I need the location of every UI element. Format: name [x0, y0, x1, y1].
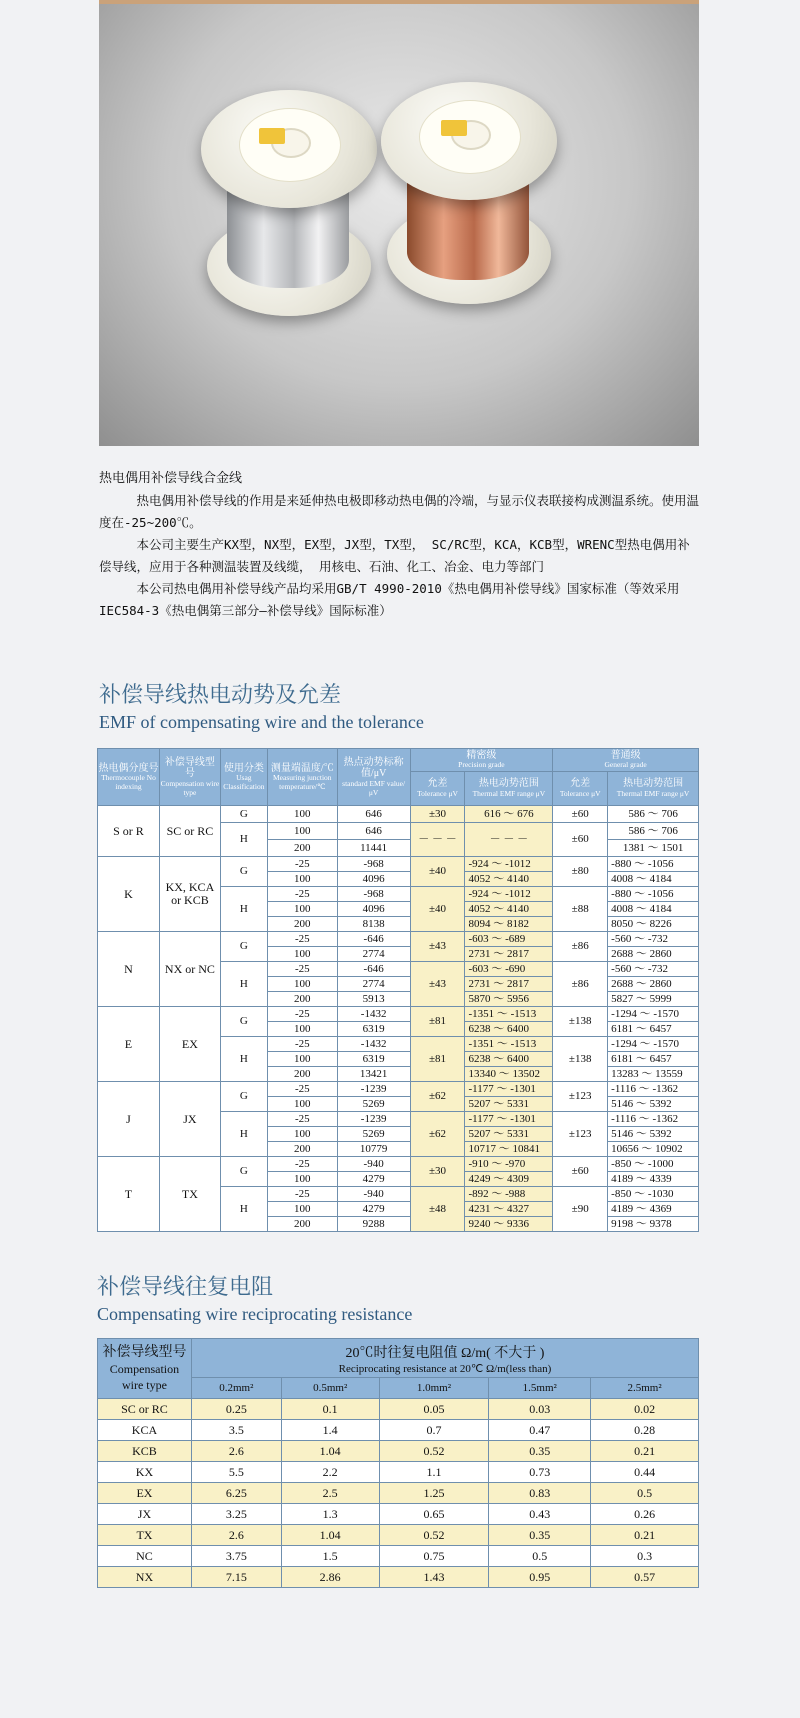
header-res-wire-type-en: Compensation wire type — [109, 1361, 180, 1392]
emf-cell: 4279 — [337, 1202, 410, 1217]
photo-top-border — [99, 0, 699, 4]
emf-cell: -968 — [337, 887, 410, 902]
precision-range-cell: 4231 ～ 4327 — [465, 1202, 553, 1217]
general-range-cell: 5827 ～ 5999 — [608, 992, 699, 1007]
wire-type-cell: KCA — [98, 1420, 192, 1441]
resistance-value-cell: 0.26 — [591, 1504, 699, 1525]
usage-cell: G — [220, 806, 267, 823]
precision-range-cell: 5207 ～ 5331 — [465, 1097, 553, 1112]
precision-range-cell: 6238 ～ 6400 — [465, 1052, 553, 1067]
emf-cell: -1432 — [337, 1007, 410, 1022]
resistance-value-cell: 0.57 — [591, 1567, 699, 1588]
copper-wire-spool — [379, 92, 559, 322]
precision-range-cell: 4249 ～ 4309 — [465, 1172, 553, 1187]
usage-cell: G — [220, 932, 267, 962]
precision-tolerance-cell: ±43 — [410, 962, 465, 1007]
wire-type-cell: NX — [98, 1567, 192, 1588]
emf-cell: 9288 — [337, 1217, 410, 1232]
intro-section — [99, 468, 699, 622]
thermocouple-cell: J — [98, 1082, 160, 1157]
general-tolerance-cell: ±80 — [553, 857, 608, 887]
thermocouple-cell: E — [98, 1007, 160, 1082]
resistance-value-cell: 0.28 — [591, 1420, 699, 1441]
header-size-2: 1.0mm² — [379, 1378, 489, 1399]
precision-tolerance-cell: ±81 — [410, 1037, 465, 1082]
resistance-value-cell: 3.75 — [191, 1546, 281, 1567]
emf-cell: 4096 — [337, 872, 410, 887]
emf-cell: 6319 — [337, 1022, 410, 1037]
general-tolerance-cell: ±123 — [553, 1082, 608, 1112]
resistance-value-cell: 2.6 — [191, 1441, 281, 1462]
precision-range-cell: -924 ～ -1012 — [465, 857, 553, 872]
precision-range-cell: 10717 ～ 10841 — [465, 1142, 553, 1157]
precision-range-cell: － － － — [465, 823, 553, 857]
resistance-value-cell: 2.86 — [281, 1567, 379, 1588]
precision-tolerance-cell: ±30 — [410, 806, 465, 823]
precision-range-cell: 616 ～ 676 — [465, 806, 553, 823]
emf-cell: 8138 — [337, 917, 410, 932]
header-wire-type: 补偿导线型号 Compensation wire type — [159, 749, 220, 806]
temp-cell: 100 — [267, 902, 337, 917]
usage-cell: G — [220, 857, 267, 887]
product-photo — [99, 0, 699, 446]
temp-cell: 100 — [267, 806, 337, 823]
precision-tolerance-cell: ±48 — [410, 1187, 465, 1232]
table-row — [98, 1462, 699, 1483]
general-range-cell: 5146 ～ 5392 — [608, 1127, 699, 1142]
resistance-value-cell: 2.5 — [281, 1483, 379, 1504]
general-range-cell: -880 ～ -1056 — [608, 857, 699, 872]
resistance-value-cell: 0.21 — [591, 1441, 699, 1462]
resistance-value-cell: 2.6 — [191, 1525, 281, 1546]
emf-cell: -1239 — [337, 1112, 410, 1127]
resistance-value-cell: 0.02 — [591, 1399, 699, 1420]
resistance-value-cell: 0.73 — [489, 1462, 591, 1483]
header-size-3: 1.5mm² — [489, 1378, 591, 1399]
header-res-wire-type-cn: 补偿导线型号 — [102, 1344, 187, 1360]
emf-cell: 4096 — [337, 902, 410, 917]
wire-type-cell: NC — [98, 1546, 192, 1567]
table-row — [98, 1007, 699, 1022]
emf-cell: 11441 — [337, 840, 410, 857]
thermocouple-cell: K — [98, 857, 160, 932]
precision-range-cell: -1177 ～ -1301 — [465, 1082, 553, 1097]
resistance-value-cell: 0.21 — [591, 1525, 699, 1546]
table-row — [98, 1420, 699, 1441]
general-tolerance-cell: ±60 — [553, 1157, 608, 1187]
resistance-value-cell: 0.43 — [489, 1504, 591, 1525]
usage-cell: H — [220, 887, 267, 932]
general-range-cell: 1381 ～ 1501 — [608, 840, 699, 857]
intro-paragraph-1: 热电偶用补偿导线的作用是来延伸热电极即移动热电偶的冷端，与显示仪表联接构成测温系统。使用温度在-25~200℃。 — [99, 493, 700, 530]
general-tolerance-cell: ±138 — [553, 1007, 608, 1037]
general-range-cell: 6181 ～ 6457 — [608, 1022, 699, 1037]
emf-cell: -1432 — [337, 1037, 410, 1052]
emf-cell: -646 — [337, 932, 410, 947]
resistance-value-cell: 2.2 — [281, 1462, 379, 1483]
precision-range-cell: -1177 ～ -1301 — [465, 1112, 553, 1127]
resistance-value-cell: 6.25 — [191, 1483, 281, 1504]
emf-title-en: EMF of compensating wire and the tolerance — [99, 712, 424, 732]
emf-cell: 10779 — [337, 1142, 410, 1157]
header-res-value-en: Reciprocating resistance at 20℃ Ω/m(less than) — [338, 1362, 552, 1375]
header-general-range: 热电动势范围 Thermal EMF range μV — [608, 772, 699, 806]
precision-range-cell: -603 ～ -690 — [465, 962, 553, 977]
general-range-cell: 9198 ～ 9378 — [608, 1217, 699, 1232]
header-precision-grade: 精密级 Precision grade — [410, 749, 553, 772]
intro-paragraph-2: 本公司主要生产KX型，NX型，EX型，JX型，TX型， SC/RC型，KCA，KCB型，WRENC型热电偶用补偿导线，应用于各种测温装置及线缆， 用核电、石油、化工、冶金、电力等部门 — [99, 537, 690, 574]
temp-cell: -25 — [267, 1037, 337, 1052]
resistance-value-cell: 0.75 — [379, 1546, 489, 1567]
emf-cell: 5269 — [337, 1097, 410, 1112]
temp-cell: 200 — [267, 1067, 337, 1082]
resistance-value-cell: 0.5 — [489, 1546, 591, 1567]
general-tolerance-cell: ±123 — [553, 1112, 608, 1157]
resistance-value-cell: 0.3 — [591, 1546, 699, 1567]
table-row — [98, 1483, 699, 1504]
wire-type-cell: KX — [98, 1462, 192, 1483]
precision-range-cell: 5870 ～ 5956 — [465, 992, 553, 1007]
header-size-4: 2.5mm² — [591, 1378, 699, 1399]
temp-cell: 100 — [267, 1172, 337, 1187]
emf-cell: 4279 — [337, 1172, 410, 1187]
general-range-cell: -850 ～ -1000 — [608, 1157, 699, 1172]
emf-cell: 2774 — [337, 977, 410, 992]
resistance-value-cell: 5.5 — [191, 1462, 281, 1483]
temp-cell: 200 — [267, 1142, 337, 1157]
general-tolerance-cell: ±60 — [553, 823, 608, 857]
precision-range-cell: 13340 ～ 13502 — [465, 1067, 553, 1082]
temp-cell: 100 — [267, 1127, 337, 1142]
emf-cell: 646 — [337, 806, 410, 823]
temp-cell: 100 — [267, 977, 337, 992]
precision-tolerance-cell: ±30 — [410, 1157, 465, 1187]
general-range-cell: -1294 ～ -1570 — [608, 1007, 699, 1022]
precision-tolerance-cell: ±62 — [410, 1112, 465, 1157]
general-range-cell: 8050 ～ 8226 — [608, 917, 699, 932]
precision-range-cell: -910 ～ -970 — [465, 1157, 553, 1172]
general-range-cell: -560 ～ -732 — [608, 962, 699, 977]
precision-tolerance-cell: ±62 — [410, 1082, 465, 1112]
temp-cell: -25 — [267, 1007, 337, 1022]
general-range-cell: -1116 ～ -1362 — [608, 1112, 699, 1127]
temp-cell: -25 — [267, 932, 337, 947]
wire-type-cell: TX — [159, 1157, 220, 1232]
header-size-1: 0.5mm² — [281, 1378, 379, 1399]
resistance-value-cell: 0.52 — [379, 1525, 489, 1546]
resistance-value-cell: 1.5 — [281, 1546, 379, 1567]
resistance-value-cell: 7.15 — [191, 1567, 281, 1588]
precision-range-cell: -603 ～ -689 — [465, 932, 553, 947]
general-range-cell: 13283 ～ 13559 — [608, 1067, 699, 1082]
silver-wire-spool — [199, 98, 379, 328]
resistance-value-cell: 0.25 — [191, 1399, 281, 1420]
emf-cell: -940 — [337, 1187, 410, 1202]
temp-cell: 200 — [267, 917, 337, 932]
table-row — [98, 1504, 699, 1525]
resistance-value-cell: 0.95 — [489, 1567, 591, 1588]
precision-tolerance-cell: ±43 — [410, 932, 465, 962]
usage-cell: H — [220, 1112, 267, 1157]
resistance-value-cell: 0.7 — [379, 1420, 489, 1441]
resistance-value-cell: 3.5 — [191, 1420, 281, 1441]
temp-cell: 200 — [267, 840, 337, 857]
general-range-cell: 6181 ～ 6457 — [608, 1052, 699, 1067]
wire-type-cell: SC or RC — [159, 806, 220, 857]
table-row — [98, 1546, 699, 1567]
header-usage: 使用分类 Usag Classification — [220, 749, 267, 806]
thermocouple-cell: T — [98, 1157, 160, 1232]
wire-type-cell: KX, KCA or KCB — [159, 857, 220, 932]
temp-cell: 100 — [267, 1022, 337, 1037]
table-row — [98, 806, 699, 823]
general-tolerance-cell: ±138 — [553, 1037, 608, 1082]
resistance-value-cell: 0.5 — [591, 1483, 699, 1504]
usage-cell: H — [220, 823, 267, 857]
general-range-cell: -560 ～ -732 — [608, 932, 699, 947]
wire-type-cell: EX — [98, 1483, 192, 1504]
header-size-0: 0.2mm² — [191, 1378, 281, 1399]
header-res-value — [191, 1339, 698, 1378]
resistance-value-cell: 1.04 — [281, 1525, 379, 1546]
table-row — [98, 932, 699, 947]
temp-cell: 100 — [267, 947, 337, 962]
general-range-cell: 5146 ～ 5392 — [608, 1097, 699, 1112]
general-range-cell: -1294 ～ -1570 — [608, 1037, 699, 1052]
resistance-value-cell: 1.25 — [379, 1483, 489, 1504]
usage-cell: G — [220, 1157, 267, 1187]
precision-range-cell: 4052 ～ 4140 — [465, 872, 553, 887]
precision-tolerance-cell: ±40 — [410, 887, 465, 932]
resistance-value-cell: 1.43 — [379, 1567, 489, 1588]
temp-cell: -25 — [267, 962, 337, 977]
usage-cell: H — [220, 1037, 267, 1082]
precision-range-cell: 6238 ～ 6400 — [465, 1022, 553, 1037]
resistance-value-cell: 0.83 — [489, 1483, 591, 1504]
usage-cell: H — [220, 962, 267, 1007]
table-row — [98, 1082, 699, 1097]
intro-title: 热电偶用补偿导线合金线 — [99, 471, 243, 486]
resistance-value-cell: 0.35 — [489, 1441, 591, 1462]
general-tolerance-cell: ±86 — [553, 962, 608, 1007]
resistance-title-cn: 补偿导线往复电阻 — [97, 1275, 274, 1300]
usage-cell: G — [220, 1082, 267, 1112]
precision-range-cell: -1351 ～ -1513 — [465, 1037, 553, 1052]
wire-type-cell: JX — [98, 1504, 192, 1525]
emf-cell: 13421 — [337, 1067, 410, 1082]
precision-range-cell: -892 ～ -988 — [465, 1187, 553, 1202]
precision-range-cell: 8094 ～ 8182 — [465, 917, 553, 932]
temp-cell: -25 — [267, 857, 337, 872]
temp-cell: 200 — [267, 992, 337, 1007]
resistance-title-en: Compensating wire reciprocating resistance — [97, 1304, 413, 1324]
resistance-value-cell: 3.25 — [191, 1504, 281, 1525]
general-range-cell: 4008 ～ 4184 — [608, 902, 699, 917]
precision-range-cell: 2731 ～ 2817 — [465, 947, 553, 962]
resistance-value-cell: 0.35 — [489, 1525, 591, 1546]
table-row — [98, 1525, 699, 1546]
header-temperature: 测量端温度/℃ Measuring junction temperature/℃ — [267, 749, 337, 806]
header-standard-emf: 热点动势标称值/μV standard EMF value/μV — [337, 749, 410, 806]
emf-title-cn: 补偿导线热电动势及允差 — [99, 683, 342, 708]
table-row — [98, 1399, 699, 1420]
table-row — [98, 1441, 699, 1462]
temp-cell: 100 — [267, 1097, 337, 1112]
general-range-cell: 586 ～ 706 — [608, 806, 699, 823]
general-tolerance-cell: ±60 — [553, 806, 608, 823]
general-range-cell: 10656 ～ 10902 — [608, 1142, 699, 1157]
resistance-value-cell: 0.47 — [489, 1420, 591, 1441]
temp-cell: 100 — [267, 872, 337, 887]
table-row — [98, 857, 699, 872]
header-precision-range: 热电动势范围 Thermal EMF range μV — [465, 772, 553, 806]
wire-type-cell: JX — [159, 1082, 220, 1157]
precision-range-cell: 5207 ～ 5331 — [465, 1127, 553, 1142]
general-tolerance-cell: ±90 — [553, 1187, 608, 1232]
general-range-cell: 2688 ～ 2860 — [608, 947, 699, 962]
temp-cell: 100 — [267, 1052, 337, 1067]
intro-paragraph-3: 本公司热电偶用补偿导线产品均采用GB/T 4990-2010《热电偶用补偿导线》国家标准（等效采用IEC584-3《热电偶第三部分—补偿导线》国际标准） — [99, 581, 680, 618]
resistance-value-cell: 0.52 — [379, 1441, 489, 1462]
wire-type-cell: TX — [98, 1525, 192, 1546]
resistance-value-cell: 1.3 — [281, 1504, 379, 1525]
header-general-tolerance: 允差 Tolerance μV — [553, 772, 608, 806]
emf-cell: 2774 — [337, 947, 410, 962]
precision-range-cell: -1351 ～ -1513 — [465, 1007, 553, 1022]
resistance-value-cell: 1.04 — [281, 1441, 379, 1462]
precision-range-cell: 2731 ～ 2817 — [465, 977, 553, 992]
resistance-value-cell: 1.1 — [379, 1462, 489, 1483]
wire-type-cell: SC or RC — [98, 1399, 192, 1420]
precision-tolerance-cell: － － － — [410, 823, 465, 857]
header-res-wire-type — [98, 1339, 192, 1399]
general-tolerance-cell: ±88 — [553, 887, 608, 932]
resistance-value-cell: 0.65 — [379, 1504, 489, 1525]
wire-type-cell: NX or NC — [159, 932, 220, 1007]
temp-cell: -25 — [267, 1082, 337, 1097]
precision-tolerance-cell: ±40 — [410, 857, 465, 887]
emf-cell: 646 — [337, 823, 410, 840]
resistance-value-cell: 1.4 — [281, 1420, 379, 1441]
header-general-grade: 普通级 General grade — [553, 749, 699, 772]
usage-cell: G — [220, 1007, 267, 1037]
temp-cell: 100 — [267, 823, 337, 840]
emf-cell: 5269 — [337, 1127, 410, 1142]
general-range-cell: -850 ～ -1030 — [608, 1187, 699, 1202]
general-range-cell: -1116 ～ -1362 — [608, 1082, 699, 1097]
emf-cell: -940 — [337, 1157, 410, 1172]
header-thermocouple: 热电偶分度号 Thermocouple No indexing — [98, 749, 160, 806]
emf-cell: -1239 — [337, 1082, 410, 1097]
emf-cell: 5913 — [337, 992, 410, 1007]
general-range-cell: 4189 ～ 4339 — [608, 1172, 699, 1187]
temp-cell: -25 — [267, 1112, 337, 1127]
precision-range-cell: 9240 ～ 9336 — [465, 1217, 553, 1232]
thermocouple-cell: S or R — [98, 806, 160, 857]
thermocouple-cell: N — [98, 932, 160, 1007]
general-range-cell: 4008 ～ 4184 — [608, 872, 699, 887]
general-range-cell: 2688 ～ 2860 — [608, 977, 699, 992]
general-range-cell: 4189 ～ 4369 — [608, 1202, 699, 1217]
precision-range-cell: 4052 ～ 4140 — [465, 902, 553, 917]
wire-type-cell: KCB — [98, 1441, 192, 1462]
temp-cell: 200 — [267, 1217, 337, 1232]
general-range-cell: 586 ～ 706 — [608, 823, 699, 840]
table-row — [98, 1567, 699, 1588]
emf-cell: 6319 — [337, 1052, 410, 1067]
emf-cell: -968 — [337, 857, 410, 872]
emf-cell: -646 — [337, 962, 410, 977]
resistance-value-cell: 0.44 — [591, 1462, 699, 1483]
precision-tolerance-cell: ±81 — [410, 1007, 465, 1037]
resistance-value-cell: 0.1 — [281, 1399, 379, 1420]
temp-cell: -25 — [267, 1157, 337, 1172]
header-res-value-cn: 20℃时往复电阻值 Ω/m( 不大于 ) — [345, 1345, 545, 1361]
wire-type-cell: EX — [159, 1007, 220, 1082]
resistance-value-cell: 0.03 — [489, 1399, 591, 1420]
resistance-value-cell: 0.05 — [379, 1399, 489, 1420]
resistance-table — [97, 1338, 699, 1588]
usage-cell: H — [220, 1187, 267, 1232]
temp-cell: -25 — [267, 887, 337, 902]
header-precision-tolerance: 允差 Tolerance μV — [410, 772, 465, 806]
general-range-cell: -880 ～ -1056 — [608, 887, 699, 902]
emf-table — [97, 748, 699, 1232]
temp-cell: -25 — [267, 1187, 337, 1202]
precision-range-cell: -924 ～ -1012 — [465, 887, 553, 902]
table-row — [98, 1157, 699, 1172]
temp-cell: 100 — [267, 1202, 337, 1217]
general-tolerance-cell: ±86 — [553, 932, 608, 962]
